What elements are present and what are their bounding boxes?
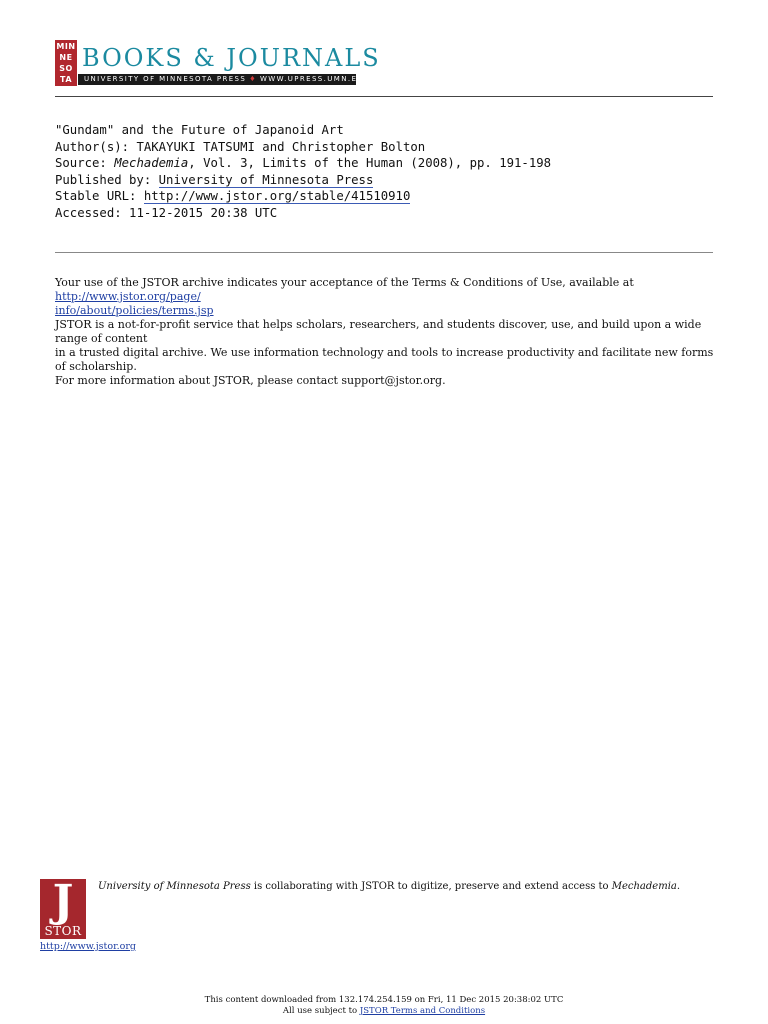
about-line: For more information about JSTOR, please contact support@jstor.org. [55, 374, 446, 387]
stable-url-line [55, 188, 715, 205]
terms-link-part: http://www.jstor.org/page/ [55, 290, 201, 303]
accessed-line [55, 205, 715, 222]
subject-line [0, 1006, 768, 1017]
logo-line: TA [59, 75, 73, 84]
download-line: This content downloaded from 132.174.254.159 on Fri, 11 Dec 2015 20:38:02 UTC [204, 995, 564, 1005]
brand-bar [78, 74, 371, 85]
collab-end: . [676, 881, 681, 892]
article-title: "Gundam" and the Future of Japanoid Art [55, 123, 344, 137]
authors-line [55, 139, 715, 156]
brand-title: BOOKS & JOURNALS [82, 44, 381, 72]
about-line: JSTOR is a not-for-profit service that helps scholars, researchers, and students discover, use, and build upon a wide range of content [55, 318, 702, 345]
terms-link[interactable] [55, 290, 214, 317]
brand-bar-url: WWW.UPRESS.UMN.EDU [259, 75, 371, 83]
jstor-home-link[interactable]: http://www.jstor.org [40, 941, 136, 952]
collab-text: is collaborating with JSTOR to digitize, preserve and extend access to [250, 881, 612, 892]
accessed-label: Accessed: [55, 205, 122, 220]
logo-line: MIN [56, 42, 76, 51]
authors: TAKAYUKI TATSUMI and Christopher Bolton [136, 139, 426, 154]
jstor-logo-letter: J [52, 879, 74, 927]
stable-url-label: Stable URL: [55, 189, 137, 204]
jstor-about [55, 318, 715, 388]
source-journal: Mechademia [114, 156, 189, 171]
logo-line: SO [59, 64, 73, 73]
about-line: in a trusted digital archive. We use information technology and tools to increase productivity and facilitate new forms of scholarship. [55, 346, 714, 373]
collaboration-notice [98, 880, 680, 893]
header-divider [55, 96, 713, 97]
jstor-logo[interactable] [40, 879, 86, 939]
terms-link-part: info/about/policies/terms.jsp [55, 304, 214, 317]
authors-label: Author(s): [55, 139, 130, 154]
logo-line: NE [59, 53, 73, 62]
stable-url-link[interactable]: http://www.jstor.org/stable/41510910 [143, 189, 411, 204]
subject-prefix: All use subject to [282, 1006, 360, 1016]
publisher-line [55, 172, 715, 189]
article-metadata [55, 122, 715, 222]
publisher-link[interactable]: University of Minnesota Press [158, 172, 374, 187]
download-notice [0, 995, 768, 1017]
brand-bar-separator: ♦ [249, 75, 257, 83]
publisher-label: Published by: [55, 172, 152, 187]
accessed-date: 11-12-2015 20:38 UTC [129, 205, 278, 220]
source-label: Source: [55, 156, 107, 171]
jstor-logo-word: STOR [44, 924, 82, 938]
terms-text: Your use of the JSTOR archive indicates your acceptance of the Terms & Conditions of Use, available at [55, 276, 634, 289]
brand-bar-publisher: UNIVERSITY OF MINNESOTA PRESS [84, 75, 247, 83]
collab-journal: Mechademia [611, 881, 677, 892]
terms-notice [55, 276, 715, 318]
source-details: , Vol. 3, Limits of the Human (2008), pp. 191-198 [188, 156, 552, 171]
collab-publisher: University of Minnesota Press [98, 881, 251, 892]
jstor-terms-link[interactable]: JSTOR Terms and Conditions [359, 1006, 486, 1016]
minnesota-logo [55, 40, 77, 86]
metadata-divider [55, 252, 713, 253]
source-line [55, 155, 715, 172]
